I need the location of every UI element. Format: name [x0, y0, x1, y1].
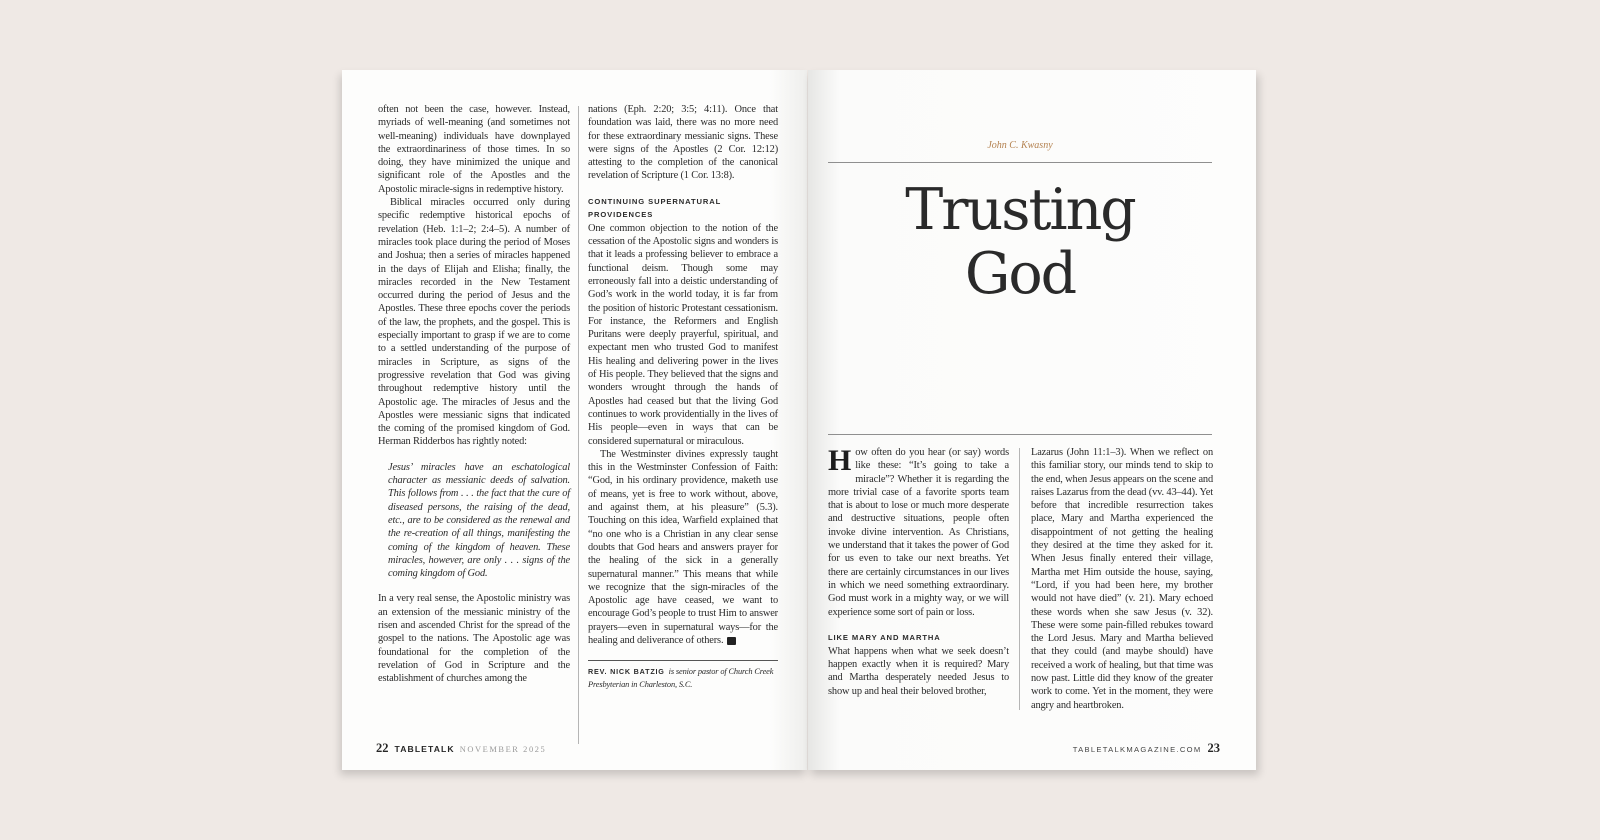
- magazine-name: TABLETALK: [394, 744, 455, 754]
- article-author: John C. Kwasny: [987, 140, 1053, 151]
- right-column-2: [1031, 446, 1213, 712]
- right-column-1: [828, 446, 1009, 698]
- page-number: 22: [376, 741, 389, 755]
- body-divider: [828, 434, 1212, 435]
- title-divider: [828, 162, 1212, 163]
- paragraph-last: [588, 448, 778, 647]
- article-title: [828, 178, 1212, 306]
- bio-text: is senior pastor of Church Creek Presbyterian in Charleston, S.C.: [588, 667, 774, 690]
- block-quote: Jesus’ miracles have an eschatological character as messianic deeds of salvation. This follows from . . . the fact that the cure of diseased persons, the raising of the dead, etc., are to be considered as the renewal and the re-creation of all things, manifesting the coming of the kingdom of heaven. These miracles, however, are only . . . signs of the coming kingdom of God.: [388, 461, 570, 580]
- website: TABLETALKMAGAZINE.COM: [1072, 745, 1202, 754]
- section-subhead: CONTINUING SUPERNATURAL PROVIDENCES: [588, 196, 722, 219]
- title-line: Trusting: [905, 177, 1135, 243]
- paragraph: Biblical miracles occurred only during specific redemptive historical epochs of revelation (Heb. 1:1–2; 2:4–5). A number of miracles took place during the period of Moses and Joshua; then a series of miracles happened in the days of Elijah and Elisha; finally, the miracles recorded in the New Testament occurred during the period of Jesus and the Apostles. These three epochs cover the periods of the law, the prophets, and the gospel. This is especially important to grasp if we are to come to a settled understanding of the purpose of miracles in Scripture, as signs of the progressive revelation that God was giving throughout redemptive history until the Apostolic age. The miracles of Jesus and the Apostles were messianic signs that indicated the coming of the promised kingdom of God. Herman Ridderbos has rightly noted:: [378, 197, 570, 448]
- magazine-spread: [342, 70, 1256, 770]
- end-mark-icon: [727, 637, 736, 645]
- page-number: 23: [1207, 741, 1220, 755]
- opening-paragraph: [828, 446, 1009, 619]
- column-divider: [1019, 448, 1020, 710]
- paragraph-text: ow often do you hear (or say) words like these: “It’s going to take a miracle”? Whether it is regarding the more trivial case of a favorite sports team that is about to lose or much more desperate and destructive situations, people often invoke divine intervention. As Christians, we understand that it takes the power of God for us even to take our next breaths. Yet there are certainly circumstances in our lives in which we need something extraordinary. God must work in a mighty way, or we will experience some sort of pain or loss.: [828, 447, 1009, 618]
- paragraph: In a very real sense, the Apostolic ministry was an extension of the messianic ministry of the risen and ascended Christ for the spread of the gospel to the nations. The Apostolic age was foundational for the completion of the revelation of God in Scripture and the establishment of churches among the: [378, 593, 570, 685]
- drop-cap: H: [828, 444, 852, 477]
- issue-date: NOVEMBER 2025: [459, 745, 547, 754]
- section-subhead: LIKE MARY AND MARTHA: [828, 632, 941, 642]
- paragraph: One common objection to the notion of the cessation of the Apostolic signs and wonders is that it leads a professing believer to embrace a functional deism. Though some may erroneously fall into a deistic understanding of God’s work in the world today, it is far from the position of historic Protestant cessationism. For instance, the Reformers and English Puritans were deeply prayerful, spiritual, and expectant men who trusted God to manifest His healing and delivering power in the lives of His people. They believed that the signs and wonders wrought through the hands of Apostles had ceased but that the living God continues to work providentially in the lives of His people—even in ways that can be considered supernatural or miraculous.: [588, 222, 778, 447]
- right-folio: [1073, 741, 1220, 756]
- paragraph: What happens when what we seek doesn’t happen exactly when it is required? Mary and Martha desperately needed Jesus to show up and heal their beloved brother,: [828, 645, 1009, 697]
- paragraph-text: The Westminster divines expressly taught this in the Westminster Confession of Faith: “God, in his ordinary providence, maketh use of means, yet is free to work without, above, and against them, at his pleasure” (5.3). Touching on this idea, Warfield explained that “no one who is a Christian in any clear sense doubts that God hears and answers prayer for the healing of the sick in a generally supernatural manner.” This means that while we recognize that the sign-miracles of the Apostolic age have ceased, we want to encourage God’s people to trust Him to answer prayers—even in supernatural ways—for the healing and deliverance of others.: [588, 448, 778, 646]
- left-column-1: [378, 103, 570, 685]
- right-page: [808, 70, 1256, 770]
- bio-divider: [588, 660, 778, 661]
- bio-author-name: REV. NICK BATZIG: [588, 667, 665, 677]
- paragraph: often not been the case, however. Instead, myriads of well-meaning (and sometimes not well-meaning) individuals have downplayed the extraordinariness of those times. In so doing, they have minimized the unique and significant role of the Apostles and the Apostolic miracle-signs in redemptive history.: [378, 104, 570, 195]
- title-line: God: [964, 241, 1076, 307]
- author-bio: [588, 665, 778, 691]
- paragraph: nations (Eph. 2:20; 3:5; 4:11). Once that foundation was laid, there was no more need for these extraordinary messianic signs. These were signs of the Apostles (2 Cor. 12:12) attesting to the completion of the canonical revelation of Scripture (1 Cor. 13:8).: [588, 104, 778, 182]
- left-folio: [376, 741, 546, 756]
- left-column-2: [588, 103, 778, 691]
- paragraph: Lazarus (John 11:1–3). When we reflect on this familiar story, our minds tend to skip to the end, when Jesus appears on the scene and raises Lazarus from the dead (vv. 43–44). Yet before that incredible resurrection takes place, Mary and Martha experienced the disappointment of not getting the healing they desired at the time they asked for it. When Jesus finally entered their village, Martha met Him outside the house, saying, “Lord, if you had been here, my brother would not have died” (v. 21). Mary echoed these words when she saw Jesus (v. 32). These were some pain-filled rebukes toward the Lord Jesus. Mary and Martha believed that they could (and maybe should) have received a work of healing, but that time was now past. Little did they know of the greater work to come. Yet in the moment, they were angry and heartbroken.: [1031, 447, 1213, 711]
- left-page: [342, 70, 807, 770]
- column-divider: [578, 106, 579, 744]
